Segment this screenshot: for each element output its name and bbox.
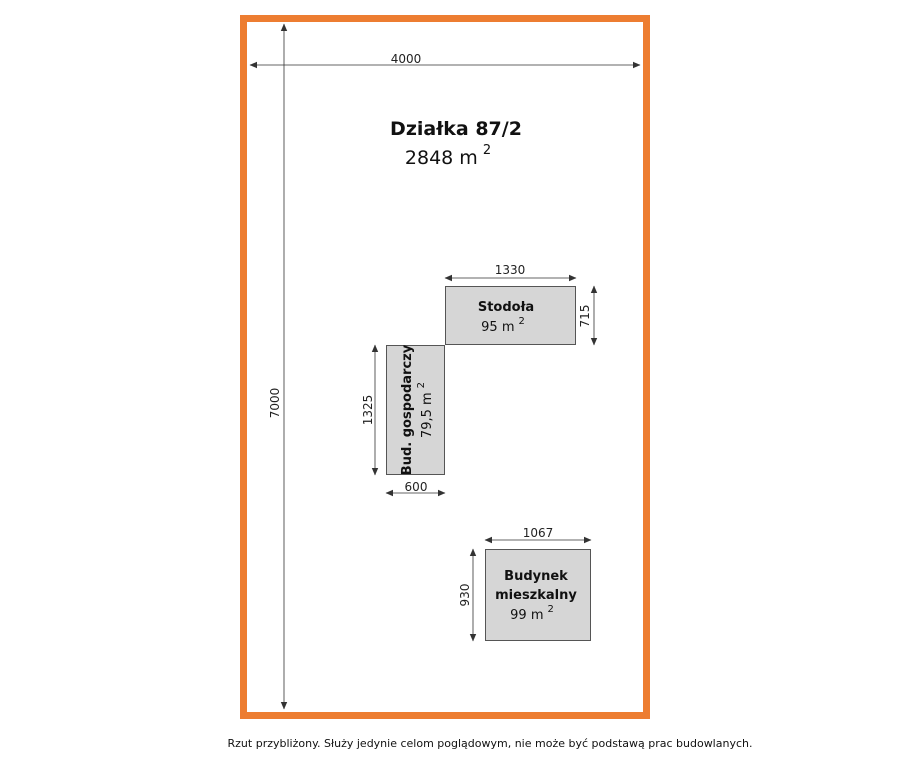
mieszkalny-area: 99 m $^2$	[510, 604, 554, 623]
stodola-area: 95 m $^2$	[481, 316, 525, 335]
plot-area: 2848 m $^2$	[404, 143, 492, 169]
mieszkalny-height-label: 930	[458, 583, 472, 607]
plot-height-label: 7000	[268, 387, 282, 419]
plot-title: Działka 87/2	[390, 118, 522, 140]
mieszkalny-width-label: 1067	[522, 526, 554, 540]
gospodarczy-width-label: 600	[404, 480, 428, 494]
disclaimer-caption: Rzut przybliżony. Służy jedynie celom poglądowym, nie może być podstawą prac budowlanych.	[227, 737, 753, 750]
mieszkalny-name-line1: Budynek	[504, 569, 568, 584]
mieszkalny-name-line2: mieszkalny	[495, 588, 577, 603]
stodola-height-label: 715	[578, 304, 592, 328]
plot-width-label: 4000	[390, 52, 422, 66]
gospodarczy-name: Bud. gospodarczy	[400, 344, 415, 476]
gospodarczy-height-label: 1325	[361, 394, 375, 426]
gospodarczy-area: 79,5 $m^2$	[416, 381, 435, 439]
building-gospodarczy	[387, 346, 445, 475]
building-stodola	[446, 287, 576, 345]
stodola-name: Stodoła	[477, 300, 535, 315]
stodola-width-label: 1330	[494, 263, 526, 277]
